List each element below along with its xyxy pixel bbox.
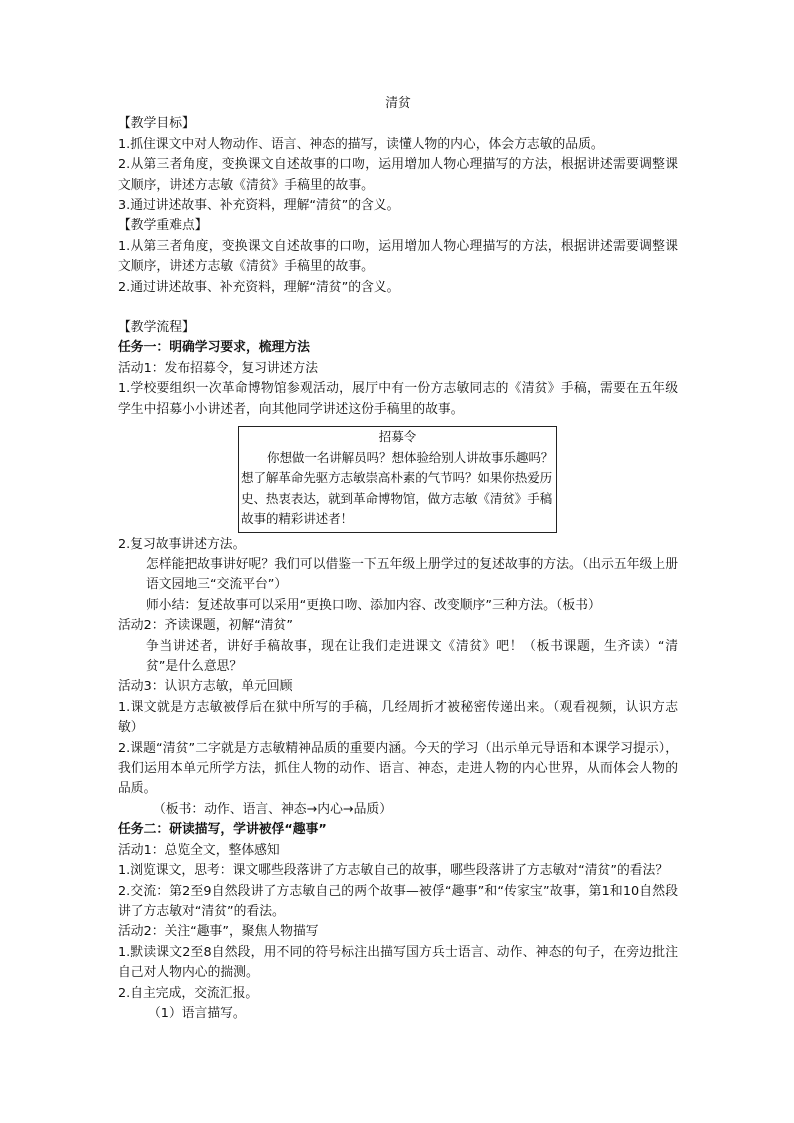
task-two-title: 任务二：研读描写，学讲被俘“趣事” — [118, 822, 327, 838]
goal-item: 2.从第三者角度，变换课文自述故事的口吻，运用增加人物心理描写的方法，根据讲述需要调整课文顺序，讲述方志敏《清贫》手稿里的故事。 — [118, 157, 678, 193]
paragraph: 2.课题“清贫”二字就是方志敏精神品质的重要内涵。今天的学习（出示单元导语和本课学习提示），我们运用本单元所学方法，抓住人物的动作、语言、神态，走进人物的内心世界，从而体会人物的品质。 — [118, 740, 678, 797]
paragraph: 师小结：复述故事可以采用“更换口吻、添加内容、改变顺序”三种方法。（板书） — [146, 597, 601, 613]
paragraph: 2.自主完成，交流汇报。 — [118, 985, 259, 1001]
key-point-item: 2.通过讲述故事、补充资料，理解“清贫”的含义。 — [118, 279, 400, 295]
notice-body: 你想做一名讲解员吗？想体验给别人讲故事乐趣吗？想了解革命先驱方志敏崇高朴素的气节吗？如果你热爱历史、热衷表达，就到革命博物馆，做方志敏《清贫》手稿故事的精彩讲述者！ — [241, 449, 554, 527]
section-heading-goals: 【教学目标】 — [118, 116, 195, 132]
paragraph: 争当讲述者，讲好手稿故事，现在让我们走进课文《清贫》吧！（板书课题，生齐读）“清贫”是什么意思？ — [146, 638, 678, 675]
paragraph: 1.默读课文2至8自然段，用不同的符号标注出描写国方兵士语言、动作、神态的句子，在旁边批注自己对人物内心的揣测。 — [118, 944, 678, 981]
paragraph: （1）语言描写。 — [148, 1005, 246, 1021]
paragraph: 2.交流：第2至9自然段讲了方志敏自己的两个故事—被俘“趣事”和“传家宝”故事，第1和10自然段讲了方志敏对“清贫”的看法。 — [118, 883, 678, 919]
task-one-activity-three: 活动3：认识方志敏，单元回顾 — [118, 679, 293, 695]
goal-item: 1.抓住课文中对人物动作、语言、神态的描写，读懂人物的内心，体会方志敏的品质。 — [118, 136, 604, 152]
key-point-item: 1.从第三者角度，变换课文自述故事的口吻，运用增加人物心理描写的方法，根据讲述需要调整课文顺序，讲述方志敏《清贫》手稿里的故事。 — [118, 238, 678, 275]
board-note: （板书：动作、语言、神态→内心→品质） — [153, 801, 392, 817]
paragraph: 1.学校要组织一次革命博物馆参观活动，展厅中有一份方志敏同志的《清贫》手稿，需要在五年级学生中招募小小讲述者，向其他同学讲述这份手稿里的故事。 — [118, 381, 678, 417]
paragraph: 怎样能把故事讲好呢？我们可以借鉴一下五年级上册学过的复述故事的方法。（出示五年级上册语文园地三“交流平台”） — [146, 557, 678, 593]
recruitment-notice-box — [238, 426, 557, 533]
goal-item: 3.通过讲述故事、补充资料，理解“清贫”的含义。 — [118, 198, 400, 214]
notice-title: 招募令 — [378, 429, 417, 445]
paragraph: 1.课文就是方志敏被俘后在狱中所写的手稿，几经周折才被秘密传递出来。（观看视频，认识方志敏） — [118, 699, 678, 736]
paragraph: 2.复习故事讲述方法。 — [118, 536, 246, 552]
task-two-activity-one: 活动1：总览全文，整体感知 — [118, 842, 280, 858]
task-one-activity-two: 活动2：齐读课题，初解“清贫” — [118, 618, 293, 634]
task-one-title: 任务一：明确学习要求，梳理方法 — [118, 340, 310, 356]
section-heading-process: 【教学流程】 — [118, 320, 195, 336]
document-body — [118, 94, 678, 1024]
task-one-activity-one: 活动1：发布招募令，复习讲述方法 — [118, 360, 319, 376]
document-title: 清贫 — [385, 96, 411, 111]
task-two-activity-two: 活动2：关注“趣事”，聚焦人物描写 — [118, 924, 319, 940]
spacer — [118, 298, 678, 318]
section-heading-key-points: 【教学重难点】 — [118, 218, 208, 234]
paragraph: 1.浏览课文，思考：课文哪些段落讲了方志敏自己的故事，哪些段落讲了方志敏对“清贫”的看法？ — [118, 863, 669, 879]
